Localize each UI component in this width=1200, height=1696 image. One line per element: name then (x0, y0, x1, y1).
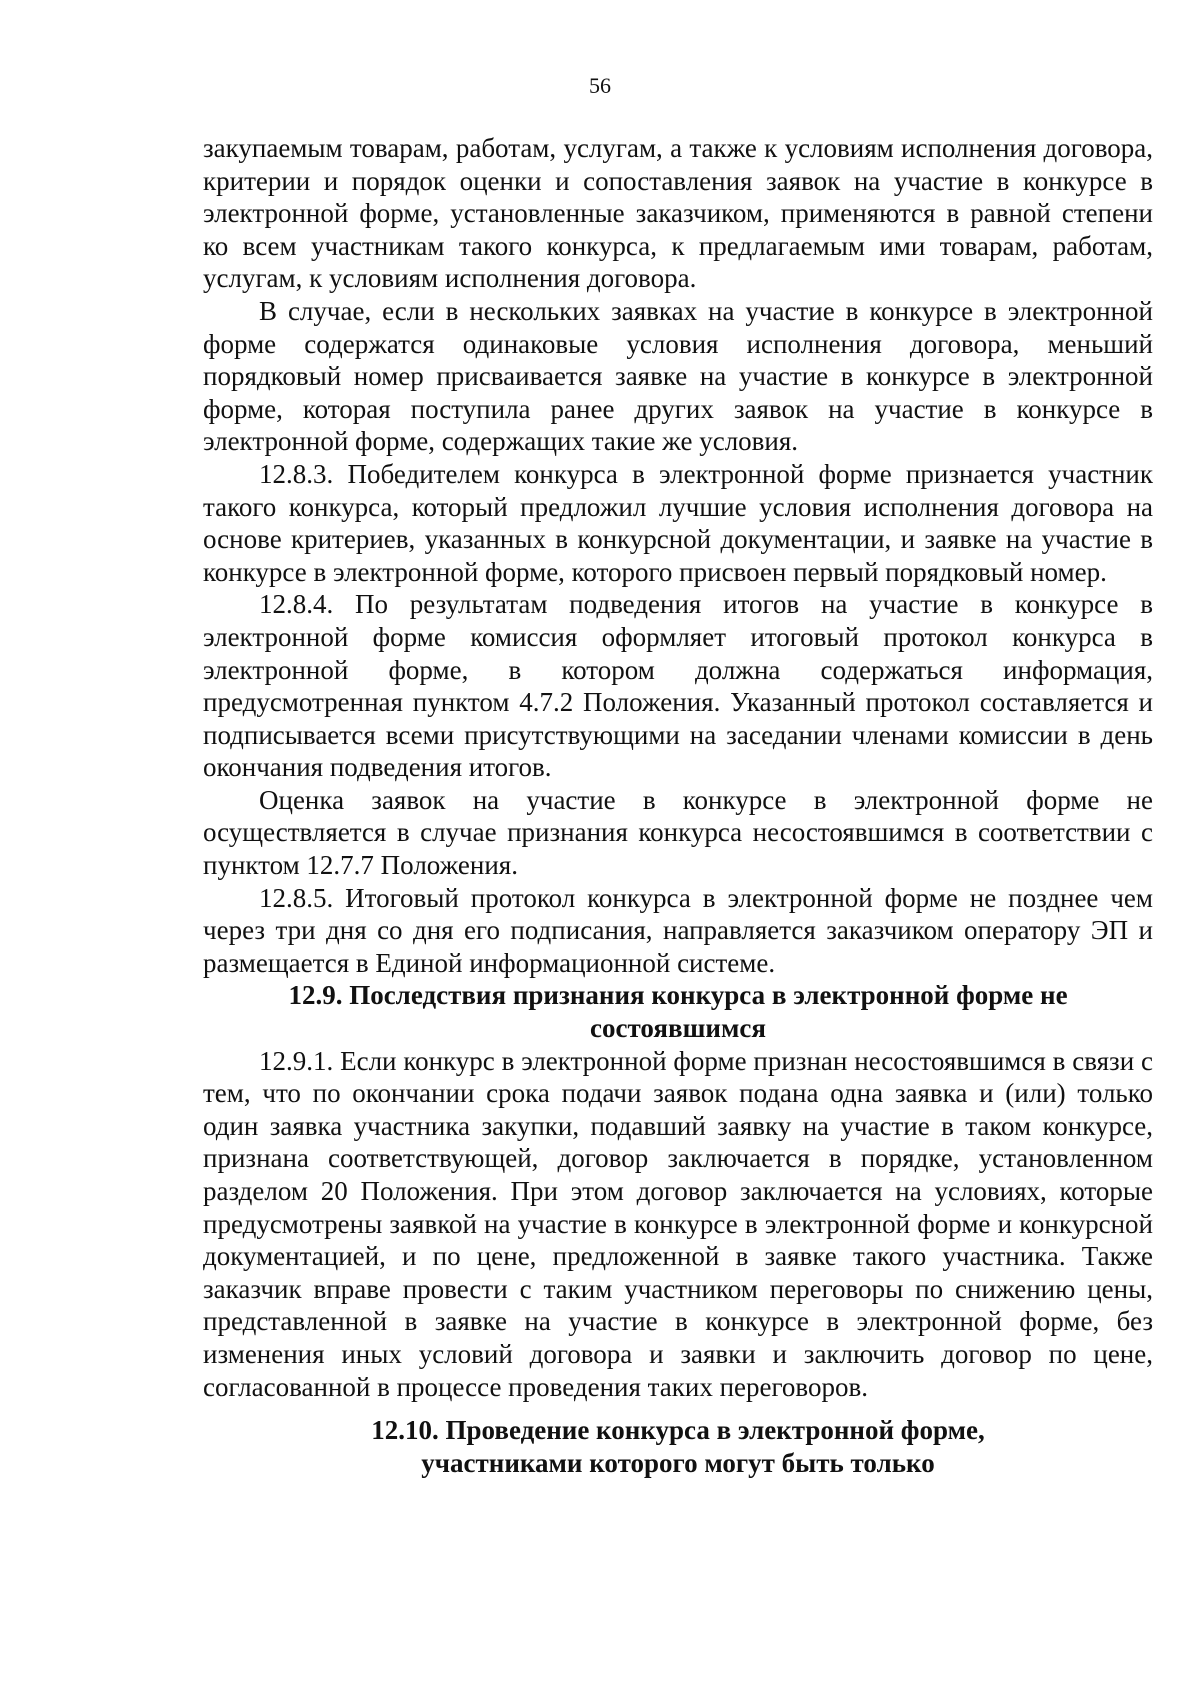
section-heading-12-10-line2: участниками которого могут быть только (421, 1447, 935, 1478)
section-heading-12-9-line2: состоявшимся (590, 1013, 766, 1044)
paragraph-evaluation-note: Оценка заявок на участие в конкурсе в электронной форме не осуществляется в случае признания конкурса несостоявшимся в соответствии с пунктом 12.7.7 Положения. (203, 784, 1153, 881)
section-heading-12-9 (203, 979, 1153, 1044)
paragraph-12-8-3: 12.8.3. Победителем конкурса в электронной форме признается участник такого конкурса, который предложил лучшие условия исполнения договора на основе критериев, указанных в конкурсной документации, и заявке на участие в конкурсе в электронной форме, которого присвоен первый порядковый номер. (203, 458, 1153, 587)
section-heading-12-10-line1: 12.10. Проведение конкурса в электронной форме, (371, 1415, 985, 1446)
paragraph-continuation: закупаемым товарам, работам, услугам, а также к условиям исполнения договора, критерии и порядок оценки и сопоставления заявок на участие в конкурсе в электронной форме, установленные заказчиком, применяются в равной степени ко всем участникам такого конкурса, к предлагаемым ими товарам, работам, услугам, к условиям исполнения договора. (203, 133, 1153, 294)
section-heading-12-9-line1: 12.9. Последствия признания конкурса в электронной форме не (288, 980, 1068, 1011)
document-body (203, 132, 1153, 1479)
paragraph-equal-conditions: В случае, если в нескольких заявках на участие в конкурсе в электронной форме содержатся одинаковые условия исполнения договора, меньший порядковый номер присваивается заявке на участие в конкурсе в электронной форме, которая поступила ранее других заявок на участие в конкурсе в электронной форме, содержащих такие же условия. (203, 295, 1153, 457)
page-number: 56 (589, 73, 611, 98)
paragraph-12-8-4: 12.8.4. По результатам подведения итогов на участие в конкурсе в электронной форме комиссия оформляет итоговый протокол конкурса в электронной форме, в котором должна содержаться информация, предусмотренная пунктом 4.7.2 Положения. Указанный протокол составляется и подписывается всеми присутствующими на заседании членами комиссии в день окончания подведения итогов. (203, 589, 1153, 783)
section-heading-12-10 (203, 1414, 1153, 1479)
paragraph-12-8-5: 12.8.5. Итоговый протокол конкурса в электронной форме не позднее чем через три дня со дня его подписания, направляется заказчиком оператору ЭП и размещается в Единой информационной системе. (203, 882, 1153, 978)
paragraph-12-9-1: 12.9.1. Если конкурс в электронной форме признан несостоявшимся в связи с тем, что по окончании срока подачи заявок подана одна заявка и (или) только один заявка участника закупки, подавший заявку на участие в таком конкурсе, признана соответствующей, договор заключается в порядке, установленном разделом 20 Положения. При этом договор заключается на условиях, которые предусмотрены заявкой на участие в конкурсе в электронной форме и конкурсной документацией, и по цене, предложенной в заявке такого участника. Также заказчик вправе провести с таким участником переговоры по снижению цены, представленной в заявке на участие в конкурсе в электронной форме, без изменения иных условий договора и заявки и заключить договор по цене, согласованной в процессе проведения таких переговоров. (203, 1045, 1153, 1402)
